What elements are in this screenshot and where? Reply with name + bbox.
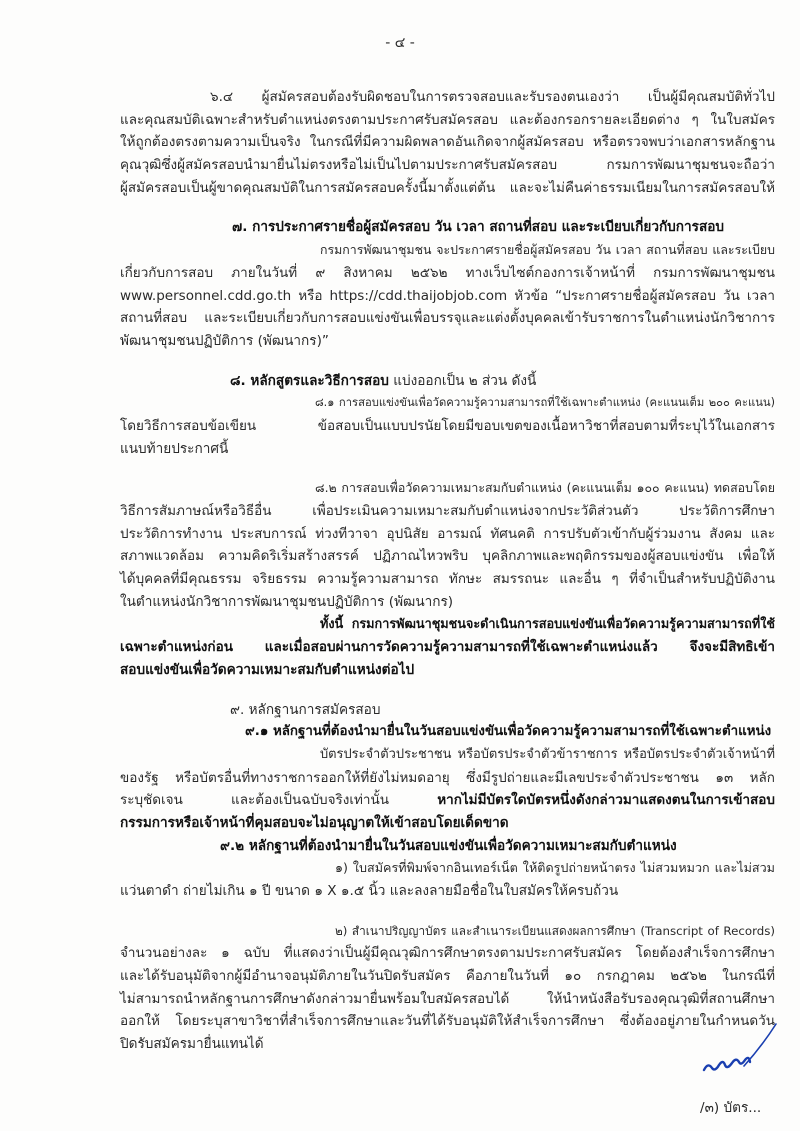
text: ๘.๑ การสอบแข่งขันเพื่อวัดความรู้ความสามารถที่ใช้เฉพาะตำแหน่ง (คะแนนเต็ม ๒๐๐ คะแนน) [315,396,775,410]
text: ประวัติการทำงาน ประสบการณ์ ท่วงทีวาจา อุปนิสัย อารมณ์ ทัศนคติ การปรับตัวเข้ากับผู้ร่วมงาน สังคม และ [120,525,775,542]
paragraph-line [120,392,775,415]
text: ๙. หลักฐานการสมัครสอบ [230,701,381,718]
paragraph-line [120,1033,775,1056]
text: ของรัฐ หรือบัตรอื่นที่ทางราชการออกให้ที่ยังไม่หมดอายุ ซึ่งมีรูปถ่ายและมีเลขประจำตัวประชาชน ๑๓ หลัก [120,769,775,786]
paragraph-line [120,965,775,988]
paragraph-line [120,307,775,330]
text: ๒) สำเนาปริญญาบัตร และสำเนาระเบียนแสดงผลการศึกษา (Transcript of Records) [335,923,775,938]
text: เกี่ยวกับการสอบ ภายในวันที่ ๙ สิงหาคม ๒๕๖๒ ทางเว็บไซต์กองการเจ้าหน้าที่ กรมการพัฒนาชุมชน [120,264,775,281]
paragraph-line [120,239,775,262]
paragraph-line [120,591,775,614]
paragraph-line [120,767,775,790]
paragraph-line [120,920,775,943]
bold-text: ๘. หลักสูตรและวิธีการสอบ [230,372,389,389]
text: ๘.๒ การสอบเพื่อวัดความเหมาะสมกับตำแหน่ง (คะแนนเต็ม ๑๐๐ คะแนน) ทดสอบโดย [315,480,775,496]
paragraph-line [120,988,775,1011]
paragraph-line [120,659,775,682]
text: แบ่งออกเป็น ๒ ส่วน ดังนี้ [388,372,537,389]
text: www.personnel.cdd.go.th หรือ https://cdd.thaijobjob.com หัวข้อ “ประกาศรายชื่อผู้สมัครสอบ วัน เวลา [120,287,775,304]
text: บัตรประจำตัวประชาชน หรือบัตรประจำตัวข้าราชการ หรือบัตรประจำตัวเจ้าหน้าที่ [320,746,775,762]
text: ปิดรับสมัครมายื่นแทนได้ [120,1036,264,1053]
text: ในตำแหน่งนักวิชาการพัฒนาชุมชนปฏิบัติการ (พัฒนากร) [120,593,454,610]
paragraph-line [120,744,775,767]
text: ไม่สามารถนำหลักฐานการศึกษาดังกล่าวมายื่นพร้อมใบสมัครสอบได้ ให้นำหนังสือรับรองคุณวุฒิที่สถานศึกษา [120,990,775,1007]
text: ให้ถูกต้องตรงตามความเป็นจริง ในกรณีที่มีความผิดพลาดอันเกิดจากผู้สมัครสอบ หรือตรวจพบว่าเอกสารหลักฐาน [120,134,775,151]
paragraph-line [120,262,775,285]
text: ได้บุคคลที่มีคุณธรรม จริยธรรม ความรู้ความสามารถ ทักษะ สมรรถนะ และอื่น ๆ ที่จำเป็นสำหรับปฏิบัติงาน [120,571,775,588]
text: พัฒนาชุมชนปฏิบัติการ (พัฒนากร)” [120,332,329,349]
text: สถานที่สอบ และระเบียบเกี่ยวกับการสอบแข่งขันเพื่อบรรจุและแต่งตั้งบุคคลเข้ารับราชการในตำแหน่งนักวิชาการ [120,310,775,327]
text: ระบุชัดเจน และต้องเป็นฉบับจริงเท่านั้น [120,792,438,809]
text: ๖.๔ ผู้สมัครสอบต้องรับผิดชอบในการตรวจสอบและรับรองตนเองว่า เป็นผู้มีคุณสมบัติทั่วไป [210,89,775,105]
bold-text: เฉพาะตำแหน่งก่อน และเมื่อสอบผ่านการวัดความรู้ความสามารถที่ใช้เฉพาะตำแหน่งแล้ว จึงจะมีสิทธิเข้า [120,639,775,656]
text: โดยวิธีการสอบข้อเขียน ข้อสอบเป็นแบบปรนัยโดยมีขอบเขตของเนื้อหาวิชาที่สอบตามที่ระบุไว้ในเอกสาร [120,417,775,434]
signature-initials [700,1018,780,1088]
text: ๑) ใบสมัครที่พิมพ์จากอินเทอร์เน็ต ให้ติดรูปถ่ายหน้าตรง ไม่สวมหมวก และไม่สวม [335,860,775,876]
paragraph-line [120,812,775,835]
text: แนบท้ายประกาศนี้ [120,440,229,457]
paragraph-line [120,545,775,568]
text: และได้รับอนุมัติจากผู้มีอำนาจอนุมัติภายในวันปิดรับสมัคร คือภายในวันที่ ๑๐ กรกฎาคม ๒๕๖๒ ในกรณีที่ [120,968,775,985]
paragraph-line [120,500,775,523]
paragraph-line [120,857,775,880]
paragraph-line [120,613,775,636]
bold-text: สอบแข่งขันเพื่อวัดความเหมาะสมกับตำแหน่งต่อไป [120,661,415,678]
text: และคุณสมบัติเฉพาะสำหรับตำแหน่งตรงตามประกาศรับสมัครสอบ และต้องกรอกรายละเอียดต่าง ๆ ในใบสมัคร [120,111,775,128]
bold-text: กรรมการหรือเจ้าหน้าที่คุมสอบจะไม่อนุญาตให้เข้าสอบโดยเด็ดขาด [120,814,509,831]
section-heading [120,835,775,858]
section-heading [120,216,775,239]
paragraph-line [120,131,775,154]
paragraph-line [120,285,775,308]
paragraph-line [120,415,775,438]
text: วิธีการสัมภาษณ์หรือวิธีอื่น เพื่อประเมินความเหมาะสมกับตำแหน่งจากประวัติส่วนตัว ประวัติการศึกษา [120,503,775,519]
section-heading [120,721,775,744]
paragraph-line [120,109,775,132]
text: จำนวนอย่างละ ๑ ฉบับ ที่แสดงว่าเป็นผู้มีคุณวุฒิการศึกษาตรงตามประกาศรับสมัคร โดยต้องสำเร็จการศึกษา [120,945,775,962]
bold-text: ๙.๒ หลักฐานที่ต้องนำมายื่นในวันสอบแข่งขันเพื่อวัดความเหมาะสมกับตำแหน่ง [220,837,677,854]
paragraph-line [120,438,775,461]
text: กรมการพัฒนาชุมชน จะประกาศรายชื่อผู้สมัครสอบ วัน เวลา สถานที่สอบ และระเบียบ [320,243,775,258]
paragraph-line [120,880,775,903]
text: แว่นตาดำ ถ่ายไม่เกิน ๑ ปี ขนาด ๑ X ๑.๕ นิ้ว และลงลายมือชื่อในใบสมัครให้ครบถ้วน [120,883,619,899]
bold-text: ๗. การประกาศรายชื่อผู้สมัครสอบ วัน เวลา สถานที่สอบ และระเบียบเกี่ยวกับการสอบ [232,219,725,236]
continuation-footer: /๓) บัตร... [700,1100,762,1116]
paragraph-line [120,1010,775,1033]
section-heading [120,699,775,722]
bold-text: ทั้งนี้ กรมการพัฒนาชุมชนจะดำเนินการสอบแข่งขันเพื่อวัดความรู้ความสามารถที่ใช้ [320,616,775,632]
paragraph-line [120,942,775,965]
paragraph-line [120,477,775,500]
text: คุณวุฒิซึ่งผู้สมัครสอบนำมายื่นไม่ตรงหรือไม่เป็นไปตามประกาศรับสมัครสอบ กรมการพัฒนาชุมชนจะถือว่า [120,157,775,174]
paragraph-line [120,636,775,659]
paragraph-line [120,330,775,353]
paragraph-line [120,568,775,591]
text: ออกให้ โดยระบุสาขาวิชาที่สำเร็จการศึกษาและวันที่ได้รับอนุมัติให้สำเร็จการศึกษา ซึ่งต้องอยู่ภายในกำหนดวัน [120,1013,775,1030]
bold-text: หากไม่มีบัตรใดบัตรหนึ่งดังกล่าวมาแสดงตนในการเข้าสอบ [437,792,775,809]
paragraph-line [120,177,775,200]
paragraph-line [120,789,775,812]
bold-text: ๙.๑ หลักฐานที่ต้องนำมายื่นในวันสอบแข่งขันเพื่อวัดความรู้ความสามารถที่ใช้เฉพาะตำแหน่ง [245,724,772,740]
document-body [120,86,775,1056]
text: ผู้สมัครสอบเป็นผู้ขาดคุณสมบัติในการสมัครสอบครั้งนี้มาตั้งแต่ต้น และจะไม่คืนค่าธรรมเนียมในการสมัครสอบให้ [120,179,775,196]
page-number: - ๔ - [385,35,415,51]
paragraph-line [120,86,775,109]
paragraph-line [120,154,775,177]
text: สภาพแวดล้อม ความคิดริเริ่มสร้างสรรค์ ปฏิภาณไหวพริบ บุคลิกภาพและพฤติกรรมของผู้สอบแข่งขัน เพื่อให้ [120,548,775,565]
section-heading [120,370,775,393]
paragraph-line [120,523,775,546]
